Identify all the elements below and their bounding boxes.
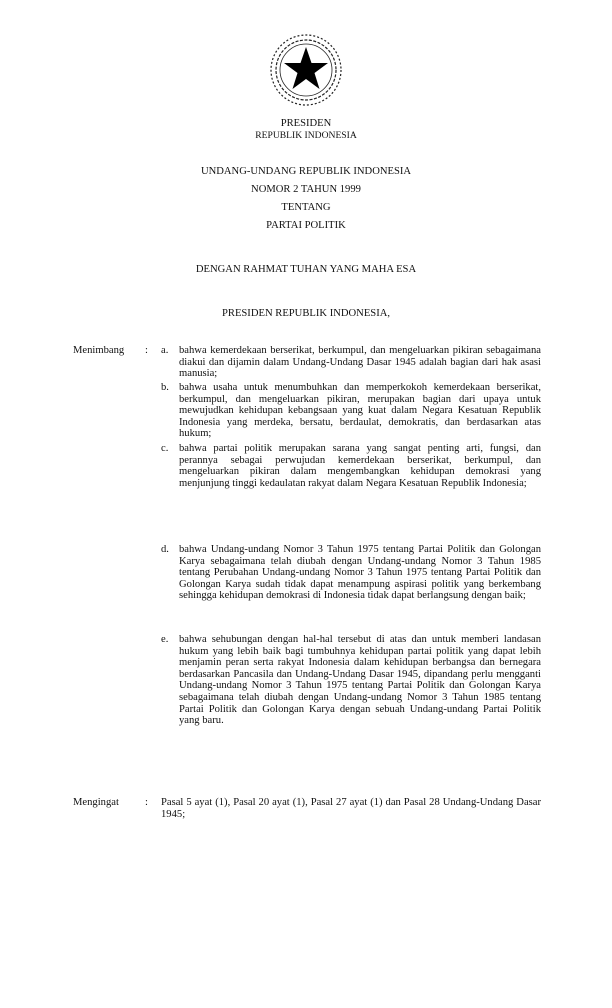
consideration-item xyxy=(161,634,541,727)
title-line-3: TENTANG xyxy=(281,202,331,213)
garuda-emblem-icon xyxy=(266,30,346,110)
invocation: DENGAN RAHMAT TUHAN YANG MAHA ESA xyxy=(195,264,417,275)
consideration-item xyxy=(161,544,541,602)
item-text: bahwa sehubungan dengan hal-hal tersebut di atas dan untuk memberi landasan hukum yang lebih baik bagi tumbuhnya kehidupan partai politik yang dapat lebih menjamin peran serta rakyat Indonesia dalam kehidupan berbangsa dan bernegara berdasarkan Pancasila dan Undang-Undang Dasar 1945, dipandang perlu mengganti Undang-undang Nomor 3 Tahun 1975 tentang Partai Politik dan Golongan Karya sebagaimana telah diubah dengan Undang-undang Nomor 3 Tahun 1985 tentang Partai Politik dan Golongan Karya dengan sebuah Undang-undang Partai Politik yang baru. xyxy=(179,634,541,727)
item-letter: d. xyxy=(161,544,169,555)
office-heading: PRESIDEN xyxy=(280,118,332,129)
menimbang-label: Menimbang xyxy=(73,345,125,356)
enactor: PRESIDEN REPUBLIK INDONESIA, xyxy=(221,308,391,319)
title-line-1: UNDANG-UNDANG REPUBLIK INDONESIA xyxy=(200,166,412,177)
consideration-item xyxy=(161,382,541,440)
title-line-4: PARTAI POLITIK xyxy=(266,220,346,231)
menimbang-colon: : xyxy=(145,345,148,356)
mengingat-text: Pasal 5 ayat (1), Pasal 20 ayat (1), Pasal 27 ayat (1) dan Pasal 28 Undang-Undang Dasar 1945; xyxy=(161,797,541,820)
consideration-item xyxy=(161,443,541,489)
item-text: bahwa Undang-undang Nomor 3 Tahun 1975 tentang Partai Politik dan Golongan Karya sebagaimana telah diubah dengan Undang-undang Nomor 3 Tahun 1985 tentang Perubahan Undang-undang Nomor 3 Tahun 1975 tentang Partai Politik dan Golongan Karya sudah tidak dapat menampung aspirasi politik yang berkembang sehingga kehidupan demokrasi di Indonesia tidak dapat berlangsung dengan baik; xyxy=(179,544,541,602)
republic-heading: REPUBLIK INDONESIA xyxy=(255,130,357,141)
item-text: bahwa kemerdekaan berserikat, berkumpul, dan mengeluarkan pikiran sebagaimana diakui dan dijamin dalam Undang-Undang Dasar 1945 adalah bagian dari hak asasi manusia; xyxy=(179,345,541,380)
mengingat-label: Mengingat xyxy=(73,797,119,808)
item-text: bahwa partai politik merupakan sarana yang sangat penting arti, fungsi, dan perannya sebagai perwujudan kemerdekaan berserikat, berkumpul, dan mengeluarkan pikiran dalam mengembangkan kehidupan demokrasi yang menjunjung tinggi kedaulatan rakyat dalam Negara Kesatuan Republik Indonesia; xyxy=(179,443,541,489)
item-letter: b. xyxy=(161,382,169,393)
item-letter: e. xyxy=(161,634,169,645)
item-text: bahwa usaha untuk menumbuhkan dan memperkokoh kemerdekaan berserikat, berkumpul, dan mengeluarkan pikiran, merupakan bagian dari upaya untuk mewujudkan kehidupan kebangsaan yang kuat dalam Negara Kesatuan Republik Indonesia yang merdeka, bersatu, berdaulat, demokratis, dan berdasarkan atas hukum; xyxy=(179,382,541,440)
item-letter: c. xyxy=(161,443,169,454)
title-line-2: NOMOR 2 TAHUN 1999 xyxy=(251,184,361,195)
consideration-item xyxy=(161,345,541,380)
mengingat-text-block xyxy=(161,797,541,820)
mengingat-colon: : xyxy=(145,797,148,808)
item-letter: a. xyxy=(161,345,169,356)
